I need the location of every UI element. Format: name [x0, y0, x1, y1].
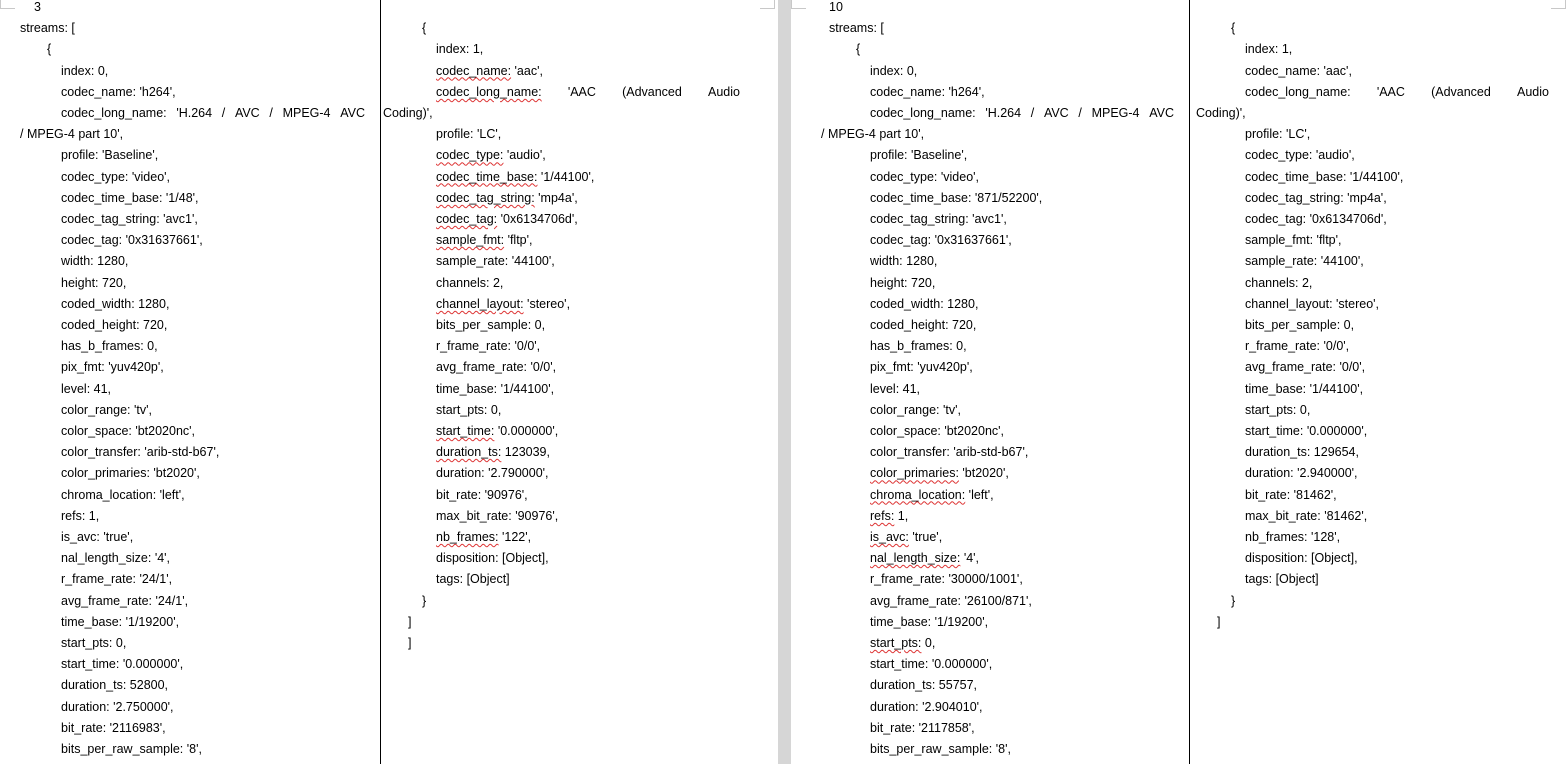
document-line: duration: '2.790000',	[436, 466, 549, 481]
document-line: time_base: '1/19200',	[870, 614, 989, 629]
document-line: width: 1280,	[870, 254, 938, 269]
misspelled-token: duration_ts:	[436, 445, 502, 460]
misspelled-token: sample_fmt:	[436, 233, 505, 248]
text-column-left	[20, 0, 365, 764]
document-line: avg_frame_rate: '0/0',	[1245, 360, 1366, 375]
document-line: coded_height: 720,	[61, 318, 168, 332]
text-column-right	[383, 0, 740, 764]
document-line: duration_ts: 55757,	[870, 678, 978, 693]
document-line: color_transfer: 'arib-std-b67',	[61, 445, 220, 460]
page-corner-mark	[791, 0, 806, 9]
document-line: index: 0,	[870, 63, 918, 78]
document-line: bit_rate: '2117858',	[870, 720, 975, 735]
document-line: streams: [	[20, 21, 75, 36]
document-line: codec_tag: '0x31637661',	[870, 233, 1012, 248]
document-line: color_primaries: 'bt2020',	[870, 466, 1009, 481]
document-line: color_range: 'tv',	[870, 402, 961, 417]
misspelled-token: codec_name:	[436, 63, 512, 78]
document-line: bits_per_raw_sample: '8',	[61, 742, 202, 756]
document-line: 10	[829, 0, 843, 14]
misspelled-token: chroma_location:	[870, 487, 966, 502]
document-word: /	[1030, 106, 1035, 120]
document-line: level: 41,	[870, 381, 921, 396]
document-line: profile: 'Baseline',	[61, 148, 159, 163]
document-line: width: 1280,	[61, 254, 129, 269]
document-line: height: 720,	[61, 275, 127, 290]
document-line: nb_frames: '122',	[436, 530, 532, 544]
document-line	[829, 106, 1174, 127]
document-word: AVC	[1149, 106, 1174, 120]
misspelled-token: start_time:	[436, 424, 495, 438]
misspelled-token: start_pts:	[870, 636, 922, 650]
document-line: chroma_location: 'left',	[870, 487, 994, 502]
document-word: /	[221, 106, 226, 120]
document-word: /	[1078, 106, 1082, 120]
document-line: r_frame_rate: '30000/1001',	[870, 572, 1023, 587]
document-line: / MPEG-4 part 10',	[20, 127, 124, 142]
document-line: nb_frames: '128',	[1245, 530, 1341, 544]
document-line: r_frame_rate: '0/0',	[436, 339, 541, 354]
document-line: max_bit_rate: '90976',	[436, 508, 559, 523]
document-line: r_frame_rate: '0/0',	[1245, 339, 1350, 354]
misspelled-token: nal_length_size:	[870, 551, 961, 566]
document-line: tags: [Object]	[436, 572, 510, 587]
document-line: codec_tag: '0x6134706d',	[436, 212, 578, 226]
document-line: start_time: '0.000000',	[436, 424, 559, 438]
document-line: {	[422, 21, 427, 36]
document-word: AVC	[340, 106, 365, 120]
document-line: bit_rate: '81462',	[1245, 487, 1337, 502]
document-line: index: 0,	[61, 63, 109, 78]
document-line: codec_tag_string: 'mp4a',	[1245, 190, 1387, 205]
misspelled-token: nb_frames:	[436, 530, 499, 544]
document-line: bit_rate: '2116983',	[61, 720, 166, 735]
document-line: profile: 'LC',	[436, 127, 502, 142]
document-line: bits_per_sample: 0,	[1245, 318, 1355, 332]
document-line: color_space: 'bt2020nc',	[61, 424, 196, 438]
document-line: pix_fmt: 'yuv420p',	[870, 360, 973, 375]
document-line: refs: 1,	[61, 508, 100, 523]
document-line: sample_fmt: 'fltp',	[1245, 233, 1342, 248]
document-line: codec_type: 'video',	[870, 169, 980, 184]
document-line: is_avc: 'true',	[61, 530, 134, 544]
document-line: avg_frame_rate: '24/1',	[61, 593, 189, 608]
document-line: codec_tag: '0x6134706d',	[1245, 212, 1387, 226]
document-word: 'H.264	[176, 106, 213, 120]
document-line: color_range: 'tv',	[61, 402, 152, 417]
document-line	[1204, 0, 1549, 21]
document-word: /	[269, 106, 273, 120]
document-line: codec_type: 'audio',	[436, 148, 546, 163]
document-word: codec_long_name:	[1245, 84, 1351, 99]
document-line: codec_type: 'audio',	[1245, 148, 1355, 163]
document-line: Coding)',	[1196, 106, 1246, 120]
document-word: (Advanced	[1431, 84, 1491, 99]
document-line: coded_height: 720,	[870, 318, 977, 332]
document-word: 'AAC	[567, 84, 596, 99]
document-line: profile: 'Baseline',	[870, 148, 968, 163]
document-word: MPEG-4	[1091, 106, 1140, 120]
document-line: is_avc: 'true',	[870, 530, 943, 544]
document-line: pix_fmt: 'yuv420p',	[61, 360, 164, 375]
document-line: codec_tag: '0x31637661',	[61, 233, 203, 248]
document-line: bit_rate: '90976',	[436, 487, 528, 502]
document-line: color_primaries: 'bt2020',	[61, 466, 200, 481]
document-word: (Advanced	[622, 84, 682, 99]
document-line: codec_time_base: '871/52200',	[870, 190, 1043, 205]
document-line: sample_fmt: 'fltp',	[436, 233, 533, 248]
document-line: codec_name: 'h264',	[870, 84, 985, 99]
document-line: streams: [	[829, 21, 884, 36]
misspelled-token: codec_time_base:	[436, 169, 538, 184]
misspelled-token: is_avc:	[870, 530, 909, 544]
document-line: duration_ts: 129654,	[1245, 445, 1359, 460]
misspelled-token: refs:	[870, 508, 895, 523]
document-line: profile: 'LC',	[1245, 127, 1311, 142]
document-line: codec_name: 'h264',	[61, 84, 176, 99]
document-line: codec_time_base: '1/44100',	[1245, 169, 1404, 184]
document-line: time_base: '1/44100',	[1245, 381, 1364, 396]
document-word: Audio	[708, 84, 740, 99]
document-line: start_pts: 0,	[870, 636, 936, 650]
document-line: start_time: '0.000000',	[1245, 424, 1368, 438]
document-line: duration: '2.750000',	[61, 699, 174, 714]
document-line: ]	[1217, 614, 1221, 629]
document-line: nal_length_size: '4',	[61, 551, 171, 566]
document-line: codec_time_base: '1/44100',	[436, 169, 595, 184]
document-line	[20, 106, 365, 127]
document-line: codec_name: 'aac',	[1245, 63, 1352, 78]
document-word: AVC	[234, 106, 260, 120]
document-line: disposition: [Object],	[1245, 551, 1358, 566]
text-column-right	[1196, 0, 1549, 764]
document-line: level: 41,	[61, 381, 112, 396]
misspelled-token: color_primaries:	[870, 466, 959, 481]
document-line: start_time: '0.000000',	[61, 657, 184, 672]
document-line: 3	[34, 0, 41, 14]
page-corner-mark	[0, 0, 15, 9]
document-line: duration: '2.904010',	[870, 699, 983, 714]
document-line: duration_ts: 52800,	[61, 678, 169, 693]
document-line: channel_layout: 'stereo',	[1245, 296, 1380, 311]
document-line: start_pts: 0,	[1245, 402, 1311, 417]
document-line: start_time: '0.000000',	[870, 657, 993, 672]
document-line: channel_layout: 'stereo',	[436, 296, 571, 311]
document-word: 'AAC	[1376, 84, 1405, 99]
document-line: coded_width: 1280,	[61, 296, 170, 311]
document-line: }	[422, 593, 427, 608]
document-line: start_pts: 0,	[61, 636, 127, 650]
document-line: tags: [Object]	[1245, 572, 1319, 587]
document-line: channels: 2,	[1245, 275, 1313, 290]
document-line: bits_per_raw_sample: '8',	[870, 742, 1011, 756]
document-line: coded_width: 1280,	[870, 296, 979, 311]
document-line: disposition: [Object],	[436, 551, 549, 566]
document-line: time_base: '1/44100',	[436, 381, 555, 396]
document-line	[395, 85, 740, 106]
document-line: start_pts: 0,	[436, 402, 502, 417]
text-column-left	[821, 0, 1174, 764]
document-line: duration_ts: 123039,	[436, 445, 550, 460]
document-word: 'H.264	[985, 106, 1022, 120]
document-line: sample_rate: '44100',	[1245, 254, 1364, 269]
page-corner-mark	[1551, 0, 1566, 9]
column-divider	[1189, 0, 1190, 764]
document-line: avg_frame_rate: '0/0',	[436, 360, 557, 375]
document-word: AVC	[1043, 106, 1069, 120]
misspelled-token: codec_tag:	[436, 212, 498, 226]
document-line: index: 1,	[436, 42, 484, 57]
document-page-right	[791, 0, 1568, 764]
document-line: codec_tag_string: 'avc1',	[870, 212, 1007, 226]
document-line: sample_rate: '44100',	[436, 254, 555, 269]
misspelled-token: codec_type:	[436, 148, 504, 163]
misspelled-token: channel_layout:	[436, 296, 524, 311]
document-line: height: 720,	[870, 275, 936, 290]
document-line: }	[1231, 593, 1236, 608]
document-line: codec_type: 'video',	[61, 169, 171, 184]
document-line: has_b_frames: 0,	[61, 339, 158, 354]
document-line: codec_tag_string: 'avc1',	[61, 212, 198, 226]
page-gap	[778, 0, 791, 764]
page-corner-mark	[760, 0, 775, 9]
document-line: ]	[408, 636, 412, 650]
document-page-left	[0, 0, 777, 764]
document-line: index: 1,	[1245, 42, 1293, 57]
document-line: color_space: 'bt2020nc',	[870, 424, 1005, 438]
document-line: bits_per_sample: 0,	[436, 318, 546, 332]
document-line: avg_frame_rate: '26100/871',	[870, 593, 1032, 608]
document-line: time_base: '1/19200',	[61, 614, 180, 629]
document-line: color_transfer: 'arib-std-b67',	[870, 445, 1029, 460]
document-word: MPEG-4	[282, 106, 331, 120]
document-line: refs: 1,	[870, 508, 909, 523]
document-line: nal_length_size: '4',	[870, 551, 980, 566]
document-line: codec_tag_string: 'mp4a',	[436, 190, 578, 205]
document-line: chroma_location: 'left',	[61, 487, 185, 502]
document-line: {	[856, 42, 861, 57]
document-line: codec_name: 'aac',	[436, 63, 543, 78]
document-line: has_b_frames: 0,	[870, 339, 967, 354]
document-line: duration: '2.940000',	[1245, 466, 1358, 481]
document-line: {	[47, 42, 52, 57]
misspelled-token: codec_tag_string:	[436, 190, 535, 205]
document-word: codec_long_name:	[436, 84, 542, 99]
document-line: max_bit_rate: '81462',	[1245, 508, 1368, 523]
document-line: codec_time_base: '1/48',	[61, 190, 199, 205]
document-line: Coding)',	[383, 106, 433, 120]
document-line: {	[1231, 21, 1236, 36]
document-word: Audio	[1517, 84, 1549, 99]
document-line: r_frame_rate: '24/1',	[61, 572, 173, 587]
column-divider	[380, 0, 381, 764]
document-line: / MPEG-4 part 10',	[821, 127, 925, 142]
document-word: codec_long_name:	[870, 106, 976, 120]
document-line: channels: 2,	[436, 275, 504, 290]
document-word: codec_long_name:	[61, 106, 167, 120]
document-line	[395, 0, 740, 21]
document-line	[1204, 85, 1549, 106]
document-line: ]	[408, 614, 412, 629]
